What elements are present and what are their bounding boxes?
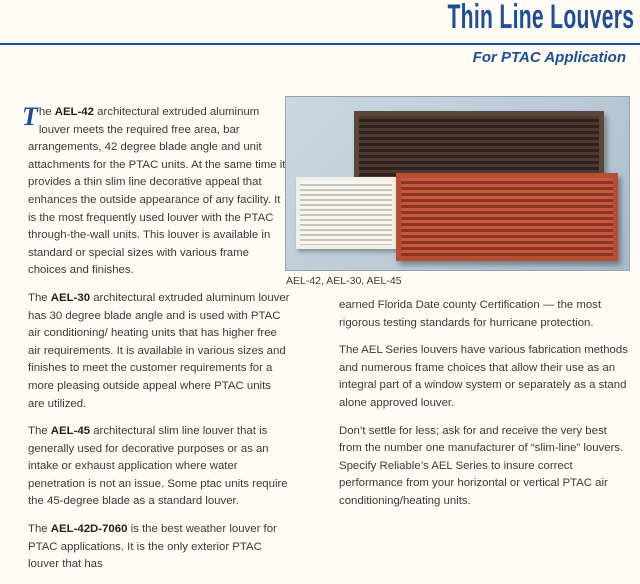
model-name: AEL-42 [54,106,94,118]
model-name: AEL-45 [50,425,91,438]
paragraph-specify: Don’t settle for less; ask for and receive the very best from the number one manufacturer of “slim-line” louvers. Specify Reliable’s AEL Series to insure correct performance from your horizontal or vertical PTAC air conditioning/heating units. [339,424,624,507]
paragraph-certification: earned Florida Date county Certification — the most rigorous testing standards for hurricane protection. [339,299,602,329]
header-divider [0,43,640,45]
paragraph-ael-42 [22,102,290,280]
paragraph-lead: he [38,106,55,118]
page-subtitle: For PTAC Application [472,49,626,66]
drop-cap: T [22,102,38,131]
paragraph-fabrication: The AEL Series louvers have various fabrication methods and numerous frame choices that allow their use as an integral part of a window system or separately as a stand alone approved louver. [339,344,628,409]
louver-product-photo [285,96,630,271]
left-column [22,102,290,584]
red-louver [396,173,618,261]
paragraph-ael-30 [28,290,290,413]
paragraph-text: architectural extruded aluminum louver meets the required free area, bar arrangements, 42 degree blade angle and unit attachments for the PTAC units. At the same time it provides a thin slim line decorative appeal that enhances the outside appearance of any facility. It is the most frequently used louver with the PTAC through-the-wall units. This louver is available in standard or special sizes with various frame choices and finishes. [28,106,286,277]
page-title: Thin Line Louvers [447,0,634,36]
photo-caption: AEL-42, AEL-30, AEL-45 [286,275,402,287]
paragraph-lead: The [28,291,51,304]
right-column [339,297,631,521]
paragraph-lead: The [28,523,51,536]
paragraph-ael-42d-7060 [28,521,290,574]
paragraph-lead: The [28,425,51,438]
paragraph-text: is the best weather louver for PTAC applications. It is the only exterior PTAC louver that has [28,523,277,571]
model-name: AEL-30 [50,291,91,304]
paragraph-text: architectural extruded aluminum louver has 30 degree blade angle and is used with PTAC air conditioning/ heating units that has higher free air requirements. It is available in various sizes and finishes to meet the customer requirements for a more pleasing outside appeal where PTAC units are utilized. [28,291,290,410]
model-name: AEL-42D-7060 [50,523,128,536]
white-louver [296,177,396,249]
paragraph-ael-45 [28,423,290,511]
paragraph-text: architectural slim line louver that is generally used for decorative purposes or as an intake or exhaust application where water penetration is not an issue. Some ptac units require the 45-degree blade as a standard louver. [28,425,288,508]
